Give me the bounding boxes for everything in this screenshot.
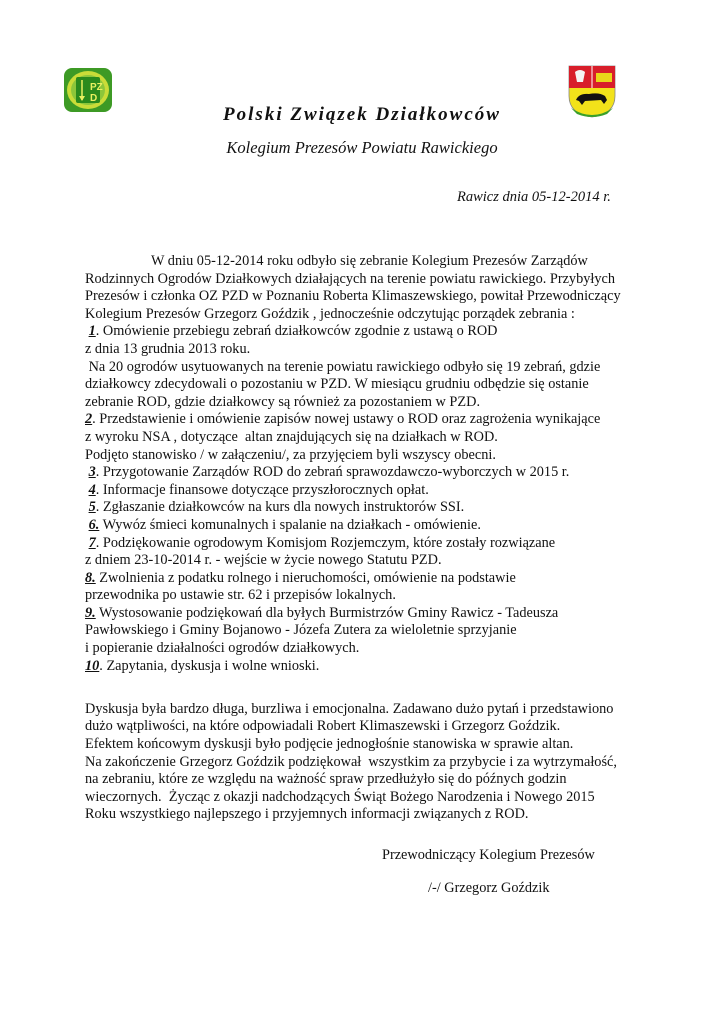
agenda-item-4 — [85, 482, 665, 500]
item-text: . Zapytania, dyskusja i wolne wnioski. — [99, 657, 320, 674]
svg-text:D: D — [90, 93, 98, 104]
item-number: 10 — [85, 657, 100, 674]
item-text: Na 20 ogrodów usytuowanych na terenie powiatu rawickiego odbyło się 19 zebrań, gdzie — [85, 358, 601, 375]
item-text: działkowcy zdecydowali o pozostaniu w PZD. W miesiącu grudniu odbędzie się ostanie — [85, 376, 589, 393]
agenda-item-5 — [85, 499, 665, 517]
intro-line: W dniu 05-12-2014 roku odbyło się zebranie Kolegium Prezesów Zarządów — [151, 253, 588, 269]
discussion-line: Efektem końcowym dyskusji było podjęcie jednogłośnie stanowiska w sprawie altan. — [85, 736, 574, 753]
item-text: . Przedstawienie i omówienie zapisów nowej ustawy o ROD oraz zagrożenia wynikające — [92, 411, 601, 428]
item-text: z dniem 23-10-2014 r. - wejście w życie nowego Statutu PZD. — [85, 552, 442, 569]
agenda-item-7 — [85, 535, 665, 570]
item-number: 5 — [88, 499, 96, 516]
item-text: Podjęto stanowisko / w załączeniu/, za przyjęciem byli wszyscy obecni. — [85, 446, 496, 463]
item-number: 6. — [88, 516, 100, 533]
item-text: z dnia 13 grudnia 2013 roku. — [85, 340, 251, 357]
discussion-line: na zebraniu, które ze względu na ważność spraw przedłużyło się do późnych godzin — [85, 771, 567, 788]
intro-paragraph — [85, 253, 665, 323]
intro-line: Kolegium Prezesów Grzegorz Goździk , jednocześnie odczytując porządek zebrania : — [85, 305, 575, 322]
organization-subtitle: Kolegium Prezesów Powiatu Rawickiego — [226, 138, 498, 157]
item-text: zebranie ROD, gdzie działkowcy są również za pozostaniem w PZD. — [85, 393, 481, 410]
item-number: 2 — [85, 411, 93, 428]
agenda-item-2 — [85, 411, 665, 464]
item-text: Wywóz śmieci komunalnych i spalanie na działkach - omówienie. — [99, 516, 481, 533]
item-number: 7 — [88, 534, 96, 551]
intro-line: Rodzinnych Ogrodów Działkowych działających na terenie powiatu rawickiego. Przybyłych — [85, 270, 615, 287]
agenda-item-6 — [85, 517, 665, 535]
item-text: . Omówienie przebiegu zebrań działkowców zgodnie z ustawą o ROD — [95, 323, 498, 340]
item-text: przewodnika po ustawie str. 62 i przepisów lokalnych. — [85, 587, 396, 604]
item-text: z wyroku NSA , dotyczące altan znajdujących się na działkach w ROD. — [85, 428, 498, 445]
agenda-item-8 — [85, 570, 665, 605]
item-number: 3 — [88, 464, 96, 481]
item-number: 4 — [88, 481, 96, 498]
discussion-line: Na zakończenie Grzegorz Goździk podziękował wszystkim za przybycie i za wytrzymałość, — [85, 753, 617, 770]
item-number: 9. — [85, 604, 96, 621]
item-text: i popieranie działalności ogrodów działkowych. — [85, 640, 360, 657]
discussion-line: Roku wszystkiego najlepszego i przyjemnych informacji związanych z ROD. — [85, 806, 529, 823]
svg-text:PZ: PZ — [90, 82, 103, 93]
discussion-line: Dyskusja była bardzo długa, burzliwa i emocjonalna. Zadawano dużo pytań i przedstawiono — [85, 700, 614, 717]
item-text: Wystosowanie podziękowań dla byłych Burmistrzów Gminy Rawicz - Tadeusza — [95, 604, 559, 621]
discussion-paragraph — [85, 701, 665, 824]
agenda-item-1 — [85, 323, 665, 411]
agenda-item-3 — [85, 464, 665, 482]
item-text: Pawłowskiego i Gminy Bojanowo - Józefa Zutera za wieloletnie sprzyjanie — [85, 622, 517, 639]
signature-role: Przewodniczący Kolegium Prezesów — [382, 847, 595, 863]
organization-title: Polski Związek Działkowców — [223, 104, 501, 125]
discussion-line: wieczornych. Życząc z okazji nadchodzących Świąt Bożego Narodzenia i Nowego 2015 — [85, 788, 595, 805]
discussion-line: dużo wątpliwości, na które odpowiadali Robert Klimaszewski i Grzegorz Goździk. — [85, 718, 561, 735]
intro-line: Prezesów i członka OZ PZD w Poznaniu Roberta Klimaszewskiego, powitał Przewodniczący — [85, 288, 621, 305]
item-text: . Informacje finansowe dotyczące przyszłorocznych opłat. — [95, 481, 429, 498]
item-text: . Podziękowanie ogrodowym Komisjom Rozjemczym, które zostały rozwiązane — [95, 534, 556, 551]
item-number: 1 — [88, 323, 96, 340]
item-number: 8. — [85, 569, 96, 586]
agenda-item-10 — [85, 658, 665, 676]
agenda-item-9 — [85, 605, 665, 658]
item-text: . Przygotowanie Zarządów ROD do zebrań sprawozdawczo-wyborczych w 2015 r. — [95, 464, 570, 481]
item-text: . Zgłaszanie działkowców na kurs dla nowych instruktorów SSI. — [95, 499, 465, 516]
document-body — [85, 253, 665, 824]
signature-name: /-/ Grzegorz Goździk — [428, 880, 550, 896]
item-text: Zwolnienia z podatku rolnego i nieruchomości, omówienie na podstawie — [95, 569, 516, 586]
document-date: Rawicz dnia 05-12-2014 r. — [457, 189, 611, 205]
